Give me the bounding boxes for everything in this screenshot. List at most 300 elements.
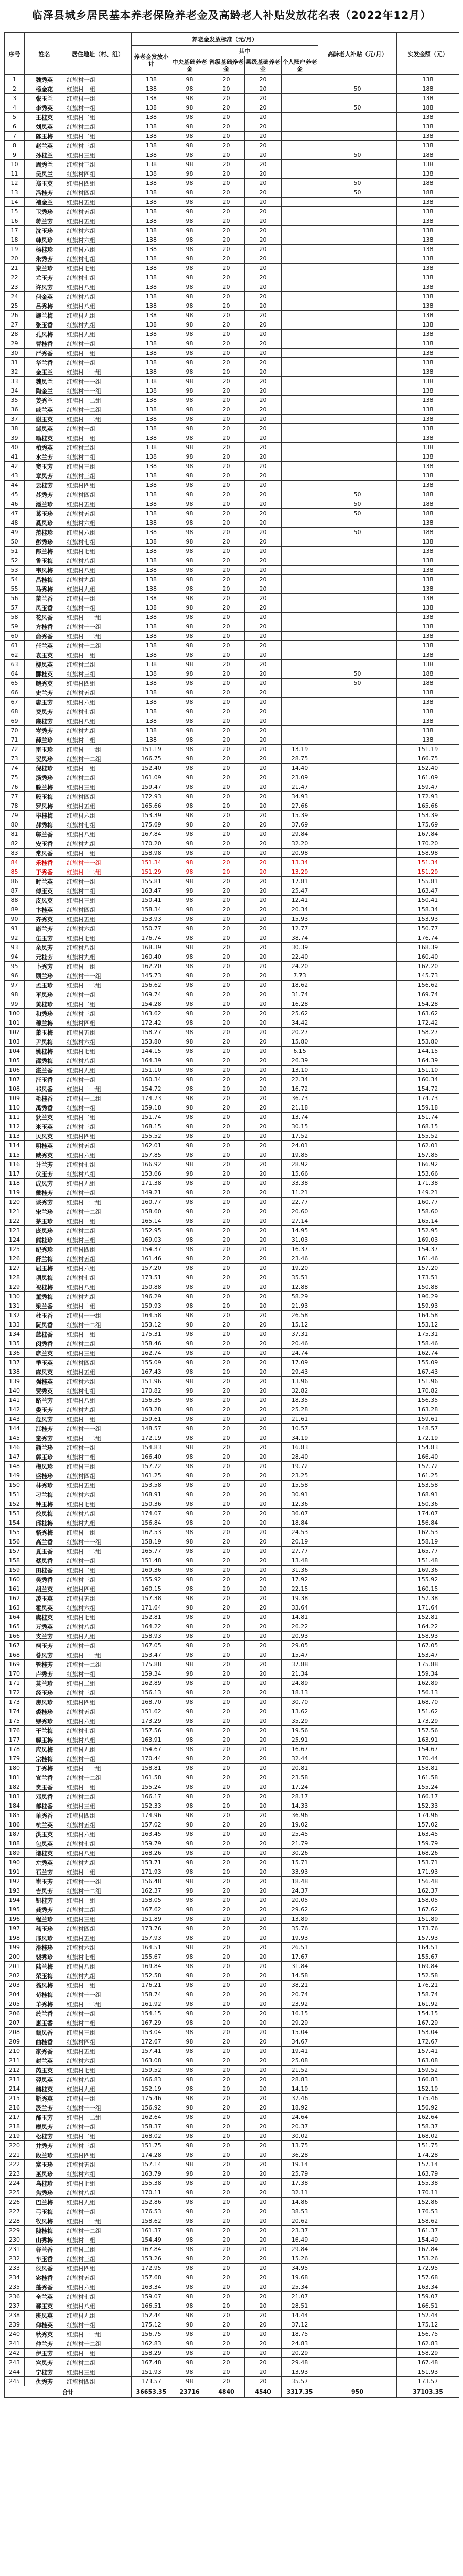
address-cell: 红旗村三组 — [64, 2141, 132, 2150]
elderly-subsidy-cell — [318, 1792, 397, 1801]
seq-cell: 109 — [5, 1094, 25, 1103]
seq-cell: 69 — [5, 716, 25, 726]
elderly-subsidy-cell — [318, 1782, 397, 1792]
elderly-subsidy-cell — [318, 2122, 397, 2132]
actual-amount-cell: 138 — [397, 660, 459, 669]
name-cell: 顾兰珍 — [25, 971, 64, 981]
personal-cell — [282, 632, 318, 641]
pension-total-cell: 167.84 — [132, 2245, 171, 2254]
elderly-subsidy-cell — [318, 1122, 397, 1132]
elderly-subsidy-cell — [318, 1839, 397, 1849]
seq-cell: 18 — [5, 235, 25, 245]
name-cell: 阮凤香 — [25, 1320, 64, 1330]
county-cell: 20 — [245, 1018, 282, 1028]
pension-total-cell: 162.53 — [132, 1528, 171, 1537]
table-row — [5, 1716, 459, 1726]
personal-cell: 21.61 — [282, 1415, 318, 1424]
province-cell: 20 — [208, 2330, 245, 2339]
county-cell: 20 — [245, 1707, 282, 1716]
seq-cell: 88 — [5, 896, 25, 905]
pension-total-cell: 167.62 — [132, 1905, 171, 1915]
actual-amount-cell: 167.43 — [397, 1367, 459, 1377]
table-row — [5, 1613, 459, 1622]
personal-cell — [282, 311, 318, 320]
seq-cell: 11 — [5, 169, 25, 179]
address-cell: 红旗村一组 — [64, 1443, 132, 1452]
province-cell: 20 — [208, 707, 245, 716]
table-row — [5, 1424, 459, 1433]
pension-total-cell: 155.38 — [132, 2179, 171, 2188]
personal-cell: 21.52 — [282, 2066, 318, 2075]
actual-amount-cell: 171.93 — [397, 1867, 459, 1877]
central-cell: 98 — [171, 1481, 208, 1490]
personal-cell: 38.53 — [282, 2207, 318, 2216]
central-cell: 98 — [171, 745, 208, 754]
address-cell: 红旗村十一组 — [64, 386, 132, 396]
address-cell: 红旗村七组 — [64, 820, 132, 830]
address-cell: 红旗村十二组 — [64, 1207, 132, 1216]
name-cell: 鲍秀英 — [25, 679, 64, 688]
central-cell: 98 — [171, 386, 208, 396]
table-row — [5, 811, 459, 820]
address-cell: 红旗村二组 — [64, 1226, 132, 1235]
table-row — [5, 443, 459, 452]
name-cell: 张玉兰 — [25, 94, 64, 103]
actual-amount-cell: 172.42 — [397, 1018, 459, 1028]
central-cell: 98 — [171, 1584, 208, 1594]
seq-cell: 35 — [5, 396, 25, 405]
province-cell: 20 — [208, 1301, 245, 1311]
central-cell: 98 — [171, 84, 208, 94]
pension-total-cell: 176.21 — [132, 1981, 171, 1990]
actual-amount-cell: 153.47 — [397, 1650, 459, 1660]
county-cell: 20 — [245, 2198, 282, 2207]
province-cell: 20 — [208, 1905, 245, 1915]
personal-cell: 37.69 — [282, 820, 318, 830]
seq-cell: 192 — [5, 1877, 25, 1886]
central-cell: 98 — [171, 1896, 208, 1905]
pension-total-cell: 159.79 — [132, 1839, 171, 1849]
actual-amount-cell: 159.07 — [397, 2292, 459, 2301]
name-cell: 昌桂梅 — [25, 575, 64, 584]
name-cell: 弓玉梅 — [25, 2207, 64, 2216]
address-cell: 红旗村三组 — [64, 896, 132, 905]
pension-total-cell: 138 — [132, 698, 171, 707]
province-cell: 20 — [208, 1537, 245, 1547]
table-row — [5, 952, 459, 962]
actual-amount-cell: 160.15 — [397, 1584, 459, 1594]
county-cell: 20 — [245, 1886, 282, 1896]
central-cell: 98 — [171, 273, 208, 282]
province-cell: 20 — [208, 330, 245, 339]
name-cell: 董秀梅 — [25, 1292, 64, 1301]
province-cell: 20 — [208, 1226, 245, 1235]
address-cell: 红旗村三组 — [64, 1009, 132, 1018]
elderly-subsidy-cell — [318, 2264, 397, 2273]
seq-cell: 160 — [5, 1575, 25, 1584]
actual-amount-cell: 158.62 — [397, 2216, 459, 2226]
address-cell: 红旗村九组 — [64, 1858, 132, 1867]
province-cell: 20 — [208, 2018, 245, 2028]
seq-cell: 219 — [5, 2132, 25, 2141]
elderly-subsidy-cell — [318, 1320, 397, 1330]
county-cell: 20 — [245, 1358, 282, 1367]
seq-cell: 167 — [5, 1641, 25, 1650]
county-cell: 20 — [245, 603, 282, 613]
address-cell: 红旗村一组 — [64, 75, 132, 84]
county-cell: 20 — [245, 386, 282, 396]
province-cell: 20 — [208, 1198, 245, 1207]
name-cell: 侯凤香 — [25, 2264, 64, 2273]
county-cell: 20 — [245, 1169, 282, 1179]
table-row — [5, 537, 459, 547]
seq-cell: 244 — [5, 2367, 25, 2377]
actual-amount-cell: 161.58 — [397, 1773, 459, 1782]
province-cell: 20 — [208, 1915, 245, 1924]
actual-amount-cell: 138 — [397, 735, 459, 745]
central-cell: 98 — [171, 349, 208, 358]
province-cell: 20 — [208, 594, 245, 603]
name-cell: 吉凤芳 — [25, 1886, 64, 1896]
central-cell: 98 — [171, 1066, 208, 1075]
county-cell: 20 — [245, 584, 282, 594]
table-row — [5, 858, 459, 867]
personal-cell: 27.77 — [282, 1547, 318, 1556]
central-cell: 98 — [171, 1518, 208, 1528]
elderly-subsidy-cell — [318, 245, 397, 254]
county-cell: 20 — [245, 150, 282, 160]
actual-amount-cell: 151.29 — [397, 867, 459, 877]
elderly-subsidy-cell — [318, 867, 397, 877]
table-row — [5, 1254, 459, 1264]
central-cell: 98 — [171, 1462, 208, 1471]
elderly-subsidy-cell — [318, 2037, 397, 2047]
name-cell: 和秀珍 — [25, 1009, 64, 1018]
address-cell: 红旗村一组 — [64, 990, 132, 999]
county-cell: 20 — [245, 999, 282, 1009]
actual-amount-cell: 163.08 — [397, 2056, 459, 2066]
table-row — [5, 820, 459, 830]
central-cell: 98 — [171, 1528, 208, 1537]
elderly-subsidy-cell — [318, 1235, 397, 1245]
name-cell: 谷兰香 — [25, 2245, 64, 2254]
name-cell: 凤玉香 — [25, 603, 64, 613]
address-cell: 红旗村八组 — [64, 1282, 132, 1292]
central-cell: 98 — [171, 952, 208, 962]
table-row — [5, 924, 459, 933]
actual-amount-cell: 159.79 — [397, 1839, 459, 1849]
actual-amount-cell: 138 — [397, 207, 459, 216]
table-row — [5, 2377, 459, 2386]
address-cell: 红旗村六组 — [64, 924, 132, 933]
county-cell: 20 — [245, 2264, 282, 2273]
pension-total-cell: 148.57 — [132, 1424, 171, 1433]
name-cell: 缪秀珍 — [25, 1716, 64, 1726]
province-cell: 20 — [208, 1047, 245, 1056]
table-row — [5, 669, 459, 679]
elderly-subsidy-cell — [318, 1443, 397, 1452]
actual-amount-cell: 138 — [397, 160, 459, 169]
central-cell: 98 — [171, 1405, 208, 1415]
name-cell: 巫凤珍 — [25, 2169, 64, 2179]
address-cell: 红旗村十二组 — [64, 1660, 132, 1669]
seq-cell: 33 — [5, 377, 25, 386]
seq-cell: 75 — [5, 773, 25, 782]
name-cell: 金玉兰 — [25, 367, 64, 377]
actual-amount-cell: 138 — [397, 650, 459, 660]
pension-total-cell: 175.12 — [132, 2320, 171, 2330]
personal-cell — [282, 415, 318, 424]
seq-cell: 73 — [5, 754, 25, 764]
actual-amount-cell: 157.85 — [397, 1150, 459, 1160]
personal-cell: 24.37 — [282, 1886, 318, 1896]
seq-cell: 147 — [5, 1452, 25, 1462]
address-cell: 红旗村五组 — [64, 1481, 132, 1490]
table-row — [5, 1264, 459, 1273]
central-cell: 98 — [171, 1943, 208, 1952]
seq-cell: 20 — [5, 254, 25, 264]
elderly-subsidy-cell — [318, 2377, 397, 2386]
elderly-subsidy-cell — [318, 1160, 397, 1169]
seq-cell: 228 — [5, 2216, 25, 2226]
name-cell: 云桂芳 — [25, 481, 64, 490]
personal-cell: 37.88 — [282, 1660, 318, 1669]
central-cell: 98 — [171, 1735, 208, 1745]
table-row — [5, 415, 459, 424]
central-cell: 98 — [171, 2094, 208, 2103]
province-cell: 20 — [208, 905, 245, 915]
pension-total-cell: 165.66 — [132, 801, 171, 811]
address-cell: 红旗村十二组 — [64, 415, 132, 424]
address-cell: 红旗村六组 — [64, 1716, 132, 1726]
table-row — [5, 1849, 459, 1858]
pension-total-cell: 138 — [132, 377, 171, 386]
seq-cell: 186 — [5, 1820, 25, 1830]
central-cell: 98 — [171, 1320, 208, 1330]
pension-total-cell: 156.48 — [132, 1877, 171, 1886]
seq-cell: 243 — [5, 2358, 25, 2367]
elderly-subsidy-cell — [318, 1028, 397, 1037]
name-cell: 窦玉芳 — [25, 462, 64, 471]
province-cell: 20 — [208, 1943, 245, 1952]
central-cell: 98 — [171, 716, 208, 726]
seq-cell: 14 — [5, 198, 25, 207]
table-row — [5, 1509, 459, 1518]
name-cell: 鲁玉梅 — [25, 556, 64, 566]
seq-cell: 230 — [5, 2235, 25, 2245]
name-cell: 包凤英 — [25, 1839, 64, 1849]
table-row — [5, 1528, 459, 1537]
personal-cell — [282, 179, 318, 188]
actual-amount-cell: 165.66 — [397, 801, 459, 811]
table-row — [5, 764, 459, 773]
actual-amount-cell: 138 — [397, 282, 459, 292]
personal-cell — [282, 339, 318, 349]
seq-cell: 132 — [5, 1311, 25, 1320]
address-cell: 红旗村十组 — [64, 962, 132, 971]
elderly-subsidy-cell — [318, 1311, 397, 1320]
province-cell: 20 — [208, 1282, 245, 1292]
address-cell: 红旗村九组 — [64, 1405, 132, 1415]
pension-total-cell: 138 — [132, 650, 171, 660]
county-cell: 20 — [245, 2037, 282, 2047]
address-cell: 红旗村十组 — [64, 358, 132, 367]
seq-cell: 152 — [5, 1499, 25, 1509]
actual-amount-cell: 159.18 — [397, 1103, 459, 1113]
table-row — [5, 75, 459, 84]
county-cell: 20 — [245, 2292, 282, 2301]
seq-cell: 150 — [5, 1481, 25, 1490]
personal-cell: 29.84 — [282, 2245, 318, 2254]
pension-total-cell: 153.80 — [132, 1037, 171, 1047]
name-cell: 史兰芳 — [25, 688, 64, 698]
name-cell: 隗桂梅 — [25, 2226, 64, 2235]
table-row — [5, 2150, 459, 2160]
province-cell: 20 — [208, 377, 245, 386]
actual-amount-cell: 138 — [397, 396, 459, 405]
personal-cell: 17.81 — [282, 877, 318, 886]
central-cell: 98 — [171, 2169, 208, 2179]
province-cell: 20 — [208, 141, 245, 150]
personal-cell — [282, 641, 318, 650]
address-cell: 红旗村十一组 — [64, 1537, 132, 1547]
central-cell: 98 — [171, 1603, 208, 1613]
table-row — [5, 377, 459, 386]
actual-amount-cell: 138 — [397, 594, 459, 603]
pension-total-cell: 171.64 — [132, 1603, 171, 1613]
name-cell: 褚金兰 — [25, 198, 64, 207]
central-cell: 98 — [171, 311, 208, 320]
province-cell: 20 — [208, 1999, 245, 2009]
personal-cell: 19.85 — [282, 1150, 318, 1160]
province-cell: 20 — [208, 320, 245, 330]
name-cell: 冯桂芳 — [25, 188, 64, 198]
central-cell: 98 — [171, 1415, 208, 1424]
actual-amount-cell: 138 — [397, 311, 459, 320]
actual-amount-cell: 166.75 — [397, 754, 459, 764]
seq-cell: 207 — [5, 2018, 25, 2028]
name-cell: 项凤梅 — [25, 1273, 64, 1282]
central-cell: 98 — [171, 1103, 208, 1113]
actual-amount-cell: 168.70 — [397, 1698, 459, 1707]
table-row — [5, 660, 459, 669]
province-cell: 20 — [208, 179, 245, 188]
actual-amount-cell: 196.29 — [397, 1292, 459, 1301]
address-cell: 红旗村九组 — [64, 2084, 132, 2094]
name-cell: 孟玉珍 — [25, 981, 64, 990]
pension-total-cell: 163.34 — [132, 2282, 171, 2292]
seq-cell: 146 — [5, 1443, 25, 1452]
personal-cell: 7.73 — [282, 971, 318, 981]
province-cell: 20 — [208, 2377, 245, 2386]
county-cell: 20 — [245, 254, 282, 264]
elderly-subsidy-cell — [318, 547, 397, 556]
actual-amount-cell: 138 — [397, 198, 459, 207]
table-row — [5, 1688, 459, 1698]
personal-cell: 36.28 — [282, 2150, 318, 2160]
county-cell: 20 — [245, 1056, 282, 1066]
province-cell: 20 — [208, 1169, 245, 1179]
pension-total-cell: 155.52 — [132, 1132, 171, 1141]
table-row — [5, 216, 459, 226]
central-cell: 98 — [171, 1056, 208, 1066]
name-cell: 汤秀珍 — [25, 773, 64, 782]
address-cell: 红旗村八组 — [64, 1509, 132, 1518]
seq-cell: 51 — [5, 547, 25, 556]
actual-amount-cell: 138 — [397, 603, 459, 613]
county-cell: 20 — [245, 1849, 282, 1858]
table-row — [5, 1028, 459, 1037]
table-row — [5, 1990, 459, 1999]
name-cell: 臧秀英 — [25, 1150, 64, 1160]
personal-cell: 25.28 — [282, 1405, 318, 1415]
name-cell: 邬兰香 — [25, 830, 64, 839]
actual-amount-cell: 138 — [397, 566, 459, 575]
province-cell: 20 — [208, 1877, 245, 1886]
central-cell: 98 — [171, 2245, 208, 2254]
table-row — [5, 641, 459, 650]
pension-total-cell: 157.02 — [132, 1820, 171, 1830]
personal-cell: 23.92 — [282, 1999, 318, 2009]
actual-amount-cell: 151.62 — [397, 1707, 459, 1716]
central-cell: 98 — [171, 764, 208, 773]
seq-cell: 29 — [5, 339, 25, 349]
elderly-subsidy-cell — [318, 1377, 397, 1386]
central-cell: 98 — [171, 1075, 208, 1084]
county-cell: 20 — [245, 1669, 282, 1679]
personal-cell — [282, 471, 318, 481]
central-cell: 98 — [171, 1622, 208, 1632]
province-cell: 20 — [208, 1792, 245, 1801]
actual-amount-cell: 168.15 — [397, 1122, 459, 1132]
county-cell: 20 — [245, 1858, 282, 1867]
province-cell: 20 — [208, 1782, 245, 1792]
pension-total-cell: 151.48 — [132, 1556, 171, 1566]
pension-total-cell: 138 — [132, 94, 171, 103]
name-cell: 禹秀香 — [25, 1103, 64, 1113]
province-cell: 20 — [208, 1018, 245, 1028]
county-cell: 20 — [245, 2358, 282, 2367]
name-cell: 魏凤兰 — [25, 377, 64, 386]
personal-cell — [282, 122, 318, 132]
name-cell: 应凤梅 — [25, 1745, 64, 1754]
address-cell: 红旗村九组 — [64, 1971, 132, 1981]
seq-cell: 67 — [5, 698, 25, 707]
province-cell: 20 — [208, 2349, 245, 2358]
county-cell: 20 — [245, 811, 282, 820]
address-cell: 红旗村九组 — [64, 1745, 132, 1754]
address-cell: 红旗村八组 — [64, 2075, 132, 2084]
address-cell: 红旗村十组 — [64, 1981, 132, 1990]
actual-amount-cell: 138 — [397, 575, 459, 584]
pension-total-cell: 138 — [132, 113, 171, 122]
address-cell: 红旗村七组 — [64, 264, 132, 273]
elderly-subsidy-cell — [318, 896, 397, 905]
province-cell: 20 — [208, 622, 245, 632]
pension-total-cell: 151.74 — [132, 1113, 171, 1122]
total-row — [5, 2386, 459, 2398]
county-cell: 20 — [245, 933, 282, 943]
name-cell: 樊秀香 — [25, 1575, 64, 1584]
province-cell: 20 — [208, 811, 245, 820]
address-cell: 红旗村四组 — [64, 179, 132, 188]
name-cell: 经玉珍 — [25, 1688, 64, 1698]
province-cell: 20 — [208, 2235, 245, 2245]
central-cell: 98 — [171, 754, 208, 764]
central-cell: 98 — [171, 2018, 208, 2028]
table-row — [5, 867, 459, 877]
elderly-subsidy-cell — [318, 2349, 397, 2358]
